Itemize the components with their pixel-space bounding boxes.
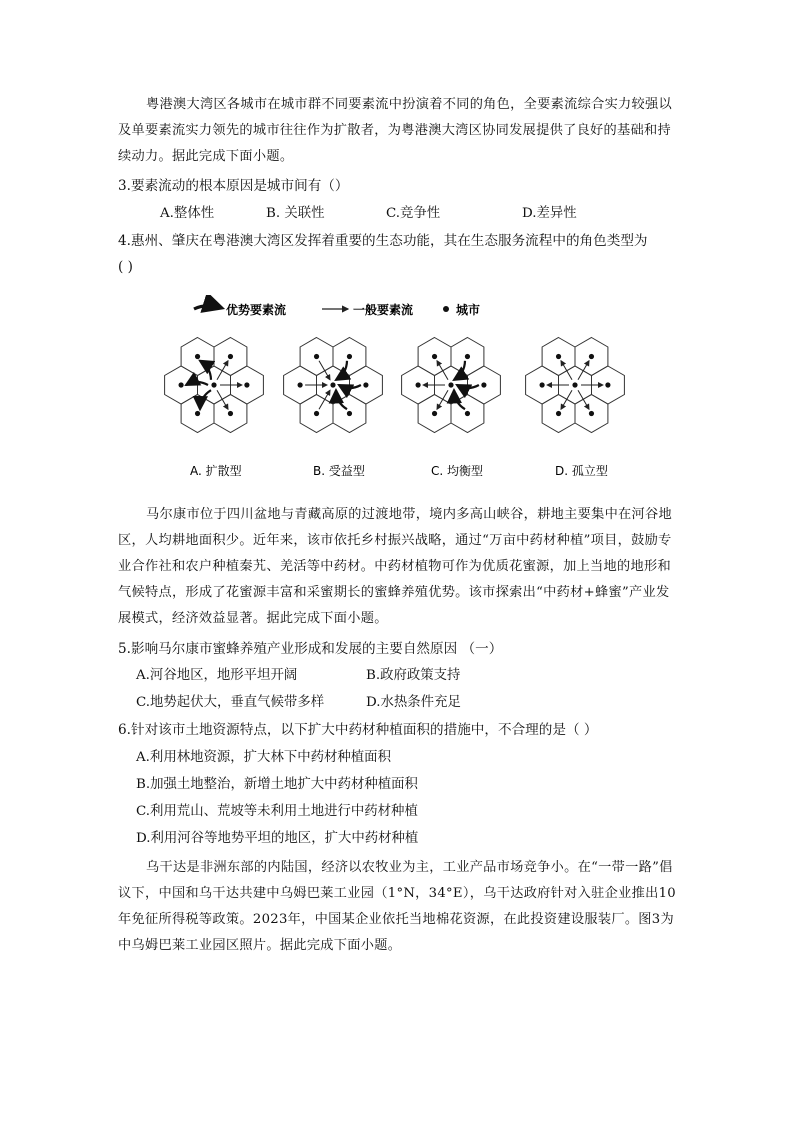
q6-option-a[interactable]: A.利用林地资源，扩大林下中药材种植面积 <box>136 750 391 765</box>
city-dot <box>572 382 577 387</box>
element-flow-figure <box>150 295 645 483</box>
legend-city: 城市 <box>456 303 481 317</box>
flow-arrow <box>319 361 330 380</box>
q5-option-c[interactable]: C.地势起伏大，垂直气候带多样 <box>136 695 325 710</box>
dominant-flow-arrow-icon <box>194 306 222 309</box>
city-dot <box>539 382 544 387</box>
passage-intro-3: 乌干达是非洲东部的内陆国，经济以农牧业为主，工业产品市场竞争小。在“一带一路”倡议下，中国和乌干达共建中乌姆巴莱工业园（1°N，34°E），乌干达政府针对入驻企业推出10年免征所得税等政策。2023年，中国某企业依托当地棉花资源，在此投资建设服装厂。图3为中乌姆巴莱工业园区照片。据此完成下面小题。 <box>118 860 676 953</box>
flow-arrow <box>578 390 589 409</box>
flow-arrow <box>217 361 228 380</box>
q6-option-d[interactable]: D.利用河谷等地势平坦的地区，扩大中药材种植 <box>136 831 419 846</box>
q5-option-d[interactable]: D.水热条件充足 <box>366 695 461 710</box>
caption-b: B. 受益型 <box>313 464 365 478</box>
question-4-stem: 4.惠州、肇庆在粤港澳大湾区发挥着重要的生态功能，其在生态服务流程中的角色类型为 <box>118 233 648 249</box>
city-dot <box>415 382 420 387</box>
city-dot-icon <box>443 306 449 312</box>
city-dot <box>228 354 233 359</box>
city-dot <box>195 411 200 416</box>
city-dot <box>314 411 319 416</box>
city-dot <box>347 354 352 359</box>
caption-c: C. 均衡型 <box>431 464 484 478</box>
question-4-stem-cont: ( ) <box>118 259 133 275</box>
q5-option-a[interactable]: A.河谷地区，地形平坦开阔 <box>136 668 298 683</box>
flow-arrow <box>454 390 465 409</box>
passage-intro-2: 马尔康市位于四川盆地与青藏高原的过渡地带，境内多高山峡谷，耕地主要集中在河谷地区，人均耕地面积少。近年来，该市依托乡村振兴战略，通过“万亩中药材种植”项目，鼓励专业合作社和农户种植秦艽、羌活等中药材。中药材植物可作为优质花蜜源，加上当地的地形和气候特点，形成了花蜜源丰富和采蜜期长的蜜蜂养殖优势。该市探索出“中药材+蜂蜜”产业发展模式，经济效益显著。据此完成下面小题。 <box>118 507 673 626</box>
city-dot <box>195 354 200 359</box>
flow-arrow <box>437 361 448 380</box>
q6-option-c[interactable]: C.利用荒山、荒坡等未利用土地进行中药材种植 <box>136 804 418 819</box>
city-dot <box>605 382 610 387</box>
flow-arrow <box>561 361 572 380</box>
city-dot <box>556 411 561 416</box>
panel-b <box>284 338 383 433</box>
figure-legend <box>194 302 480 317</box>
flow-arrow <box>200 361 211 380</box>
q3-option-b[interactable]: B. 关联性 <box>266 206 325 221</box>
city-dot <box>244 382 249 387</box>
flow-arrow <box>578 361 589 380</box>
legend-dominant-flow: 优势要素流 <box>226 303 287 317</box>
flow-arrow <box>319 390 330 409</box>
city-dot <box>432 411 437 416</box>
flow-arrow <box>561 390 572 409</box>
city-dot <box>448 382 453 387</box>
q3-option-d[interactable]: D.差异性 <box>522 206 577 221</box>
city-dot <box>297 382 302 387</box>
legend-general-flow: 一般要素流 <box>353 303 414 317</box>
city-dot <box>228 411 233 416</box>
flow-arrow <box>336 361 347 380</box>
city-dot <box>589 411 594 416</box>
city-dot <box>465 411 470 416</box>
question-6-stem: 6.针对该市土地资源特点，以下扩大中药材种植面积的措施中，不合理的是（ ） <box>118 722 598 738</box>
question-3-stem: 3.要素流动的根本原因是城市间有（） <box>118 178 349 194</box>
q5-option-b[interactable]: B.政府政策支持 <box>366 668 461 683</box>
caption-d: D. 孤立型 <box>555 464 608 478</box>
city-dot <box>330 382 335 387</box>
q3-option-a[interactable]: A.整体性 <box>160 206 215 221</box>
flow-arrow <box>454 361 465 380</box>
panel-d <box>526 338 625 433</box>
city-dot <box>314 354 319 359</box>
city-dot <box>481 382 486 387</box>
flow-arrow <box>437 390 448 409</box>
city-dot <box>211 382 216 387</box>
q3-option-c[interactable]: C.竞争性 <box>386 206 441 221</box>
panel-a <box>165 338 264 433</box>
city-dot <box>363 382 368 387</box>
city-dot <box>432 354 437 359</box>
panel-c <box>402 338 501 433</box>
q6-option-b[interactable]: B.加强土地整治，新增土地扩大中药材种植面积 <box>136 777 418 792</box>
city-dot <box>556 354 561 359</box>
question-5-stem: 5.影响马尔康市蜜蜂养殖产业形成和发展的主要自然原因 （一） <box>118 641 503 657</box>
city-dot <box>178 382 183 387</box>
city-dot <box>347 411 352 416</box>
city-dot <box>589 354 594 359</box>
flow-arrow <box>200 390 211 409</box>
flow-arrow <box>336 390 347 409</box>
flow-arrow <box>217 390 228 409</box>
caption-a: A. 扩散型 <box>190 464 242 478</box>
city-dot <box>465 354 470 359</box>
passage-intro-1: 粤港澳大湾区各城市在城市群不同要素流中扮演着不同的角色，全要素流综合实力较强以及单要素流实力领先的城市往往作为扩散者，为粤港澳大湾区协同发展提供了良好的基础和持续动力。据此完成下面小题。 <box>118 97 673 164</box>
